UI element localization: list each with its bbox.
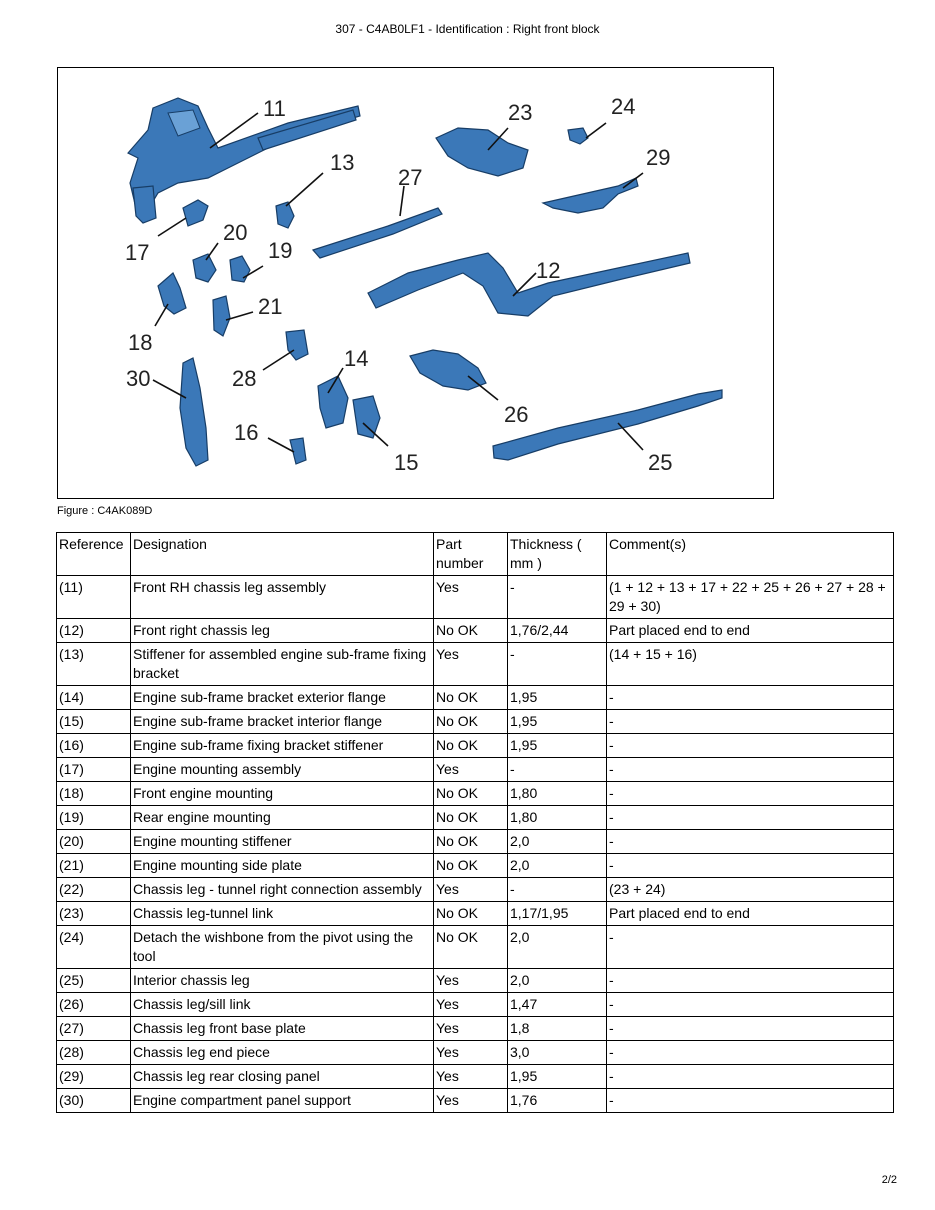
exploded-parts-figure	[57, 67, 774, 499]
cell-thickness: 1,80	[508, 806, 607, 830]
part-26-shape	[410, 350, 486, 390]
table-row	[57, 710, 894, 734]
cell-thickness: 1,47	[508, 993, 607, 1017]
cell-reference: (18)	[57, 782, 131, 806]
header-thickness: Thickness ( mm )	[508, 533, 607, 576]
cell-designation: Stiffener for assembled engine sub-frame fixing bracket	[131, 643, 434, 686]
cell-part-number: No OK	[434, 830, 508, 854]
cell-thickness: 2,0	[508, 969, 607, 993]
part-29-shape	[543, 178, 638, 213]
callout-17: 17	[125, 240, 150, 265]
cell-part-number: No OK	[434, 782, 508, 806]
cell-reference: (16)	[57, 734, 131, 758]
cell-comment: -	[607, 1089, 894, 1113]
callout-15: 15	[394, 450, 419, 475]
cell-reference: (24)	[57, 926, 131, 969]
table-body	[57, 576, 894, 1113]
cell-reference: (28)	[57, 1041, 131, 1065]
callout-30: 30	[126, 366, 151, 391]
cell-comment: -	[607, 854, 894, 878]
cell-reference: (30)	[57, 1089, 131, 1113]
part-15-shape	[353, 396, 380, 438]
cell-comment: -	[607, 993, 894, 1017]
cell-part-number: Yes	[434, 1089, 508, 1113]
table-row	[57, 902, 894, 926]
cell-comment: (23 + 24)	[607, 878, 894, 902]
callout-20: 20	[223, 220, 248, 245]
figure-caption: Figure : C4AK089D	[57, 505, 153, 517]
table-row	[57, 1017, 894, 1041]
part-19-shape	[230, 256, 250, 282]
cell-comment: (1 + 12 + 13 + 17 + 22 + 25 + 26 + 27 + 28 + 29 + 30)	[607, 576, 894, 619]
cell-comment: -	[607, 1065, 894, 1089]
cell-part-number: No OK	[434, 734, 508, 758]
callout-18: 18	[128, 330, 153, 355]
cell-designation: Chassis leg front base plate	[131, 1017, 434, 1041]
table-row	[57, 878, 894, 902]
table-row	[57, 1089, 894, 1113]
cell-part-number: No OK	[434, 902, 508, 926]
cell-comment: -	[607, 806, 894, 830]
cell-thickness: 1,95	[508, 710, 607, 734]
cell-part-number: No OK	[434, 854, 508, 878]
header-reference: Reference	[57, 533, 131, 576]
part-24-shape	[568, 128, 588, 144]
cell-reference: (22)	[57, 878, 131, 902]
cell-designation: Engine mounting side plate	[131, 854, 434, 878]
cell-part-number: No OK	[434, 686, 508, 710]
parts-table	[56, 532, 894, 1113]
cell-comment: (14 + 15 + 16)	[607, 643, 894, 686]
cell-thickness: -	[508, 576, 607, 619]
table-row	[57, 782, 894, 806]
page-number: 2/2	[881, 1174, 897, 1186]
cell-thickness: 1,80	[508, 782, 607, 806]
cell-designation: Chassis leg - tunnel right connection assembly	[131, 878, 434, 902]
cell-comment: Part placed end to end	[607, 902, 894, 926]
table-row	[57, 619, 894, 643]
cell-reference: (15)	[57, 710, 131, 734]
callout-28: 28	[232, 366, 257, 391]
cell-part-number: Yes	[434, 1041, 508, 1065]
cell-designation: Chassis leg/sill link	[131, 993, 434, 1017]
cell-thickness: 1,76/2,44	[508, 619, 607, 643]
cell-comment: -	[607, 1041, 894, 1065]
cell-reference: (20)	[57, 830, 131, 854]
part-23-shape	[436, 128, 528, 176]
cell-comment: -	[607, 830, 894, 854]
callout-24: 24	[611, 94, 636, 119]
table-row	[57, 993, 894, 1017]
callout-27: 27	[398, 165, 423, 190]
cell-designation: Engine sub-frame fixing bracket stiffener	[131, 734, 434, 758]
cell-thickness: -	[508, 643, 607, 686]
part-18-shape	[158, 273, 186, 314]
table-row	[57, 643, 894, 686]
cell-comment: -	[607, 758, 894, 782]
cell-part-number: No OK	[434, 619, 508, 643]
cell-designation: Front RH chassis leg assembly	[131, 576, 434, 619]
cell-part-number: Yes	[434, 969, 508, 993]
cell-designation: Engine mounting assembly	[131, 758, 434, 782]
header-part-number: Part number	[434, 533, 508, 576]
callout-29: 29	[646, 145, 671, 170]
cell-reference: (21)	[57, 854, 131, 878]
cell-comment: -	[607, 926, 894, 969]
cell-thickness: 1,17/1,95	[508, 902, 607, 926]
callout-14: 14	[344, 346, 369, 371]
cell-designation: Interior chassis leg	[131, 969, 434, 993]
cell-reference: (13)	[57, 643, 131, 686]
table-row	[57, 830, 894, 854]
callout-23: 23	[508, 100, 533, 125]
cell-designation: Chassis leg end piece	[131, 1041, 434, 1065]
table-row	[57, 686, 894, 710]
cell-part-number: Yes	[434, 878, 508, 902]
part-11-shape	[128, 98, 360, 223]
cell-comment: Part placed end to end	[607, 619, 894, 643]
cell-thickness: 3,0	[508, 1041, 607, 1065]
header-comments: Comment(s)	[607, 533, 894, 576]
part-28-shape	[286, 330, 308, 360]
table-row	[57, 758, 894, 782]
cell-part-number: Yes	[434, 1065, 508, 1089]
callout-26: 26	[504, 402, 529, 427]
cell-designation: Front right chassis leg	[131, 619, 434, 643]
table-row	[57, 1041, 894, 1065]
cell-comment: -	[607, 686, 894, 710]
part-20-shape	[193, 254, 216, 282]
cell-designation: Engine sub-frame bracket exterior flange	[131, 686, 434, 710]
cell-designation: Engine compartment panel support	[131, 1089, 434, 1113]
table-row	[57, 926, 894, 969]
cell-comment: -	[607, 782, 894, 806]
cell-reference: (12)	[57, 619, 131, 643]
cell-part-number: Yes	[434, 643, 508, 686]
callout-16: 16	[234, 420, 259, 445]
cell-reference: (26)	[57, 993, 131, 1017]
cell-thickness: -	[508, 758, 607, 782]
cell-designation: Chassis leg rear closing panel	[131, 1065, 434, 1089]
header-designation: Designation	[131, 533, 434, 576]
callout-21: 21	[258, 294, 283, 319]
cell-reference: (23)	[57, 902, 131, 926]
cell-reference: (19)	[57, 806, 131, 830]
page-title: 307 - C4AB0LF1 - Identification : Right front block	[335, 22, 600, 36]
cell-designation: Engine sub-frame bracket interior flange	[131, 710, 434, 734]
cell-reference: (17)	[57, 758, 131, 782]
callout-25: 25	[648, 450, 673, 475]
table-header-row	[57, 533, 894, 576]
cell-reference: (27)	[57, 1017, 131, 1041]
cell-part-number: Yes	[434, 1017, 508, 1041]
cell-thickness: 1,95	[508, 686, 607, 710]
cell-designation: Chassis leg-tunnel link	[131, 902, 434, 926]
cell-thickness: 1,95	[508, 1065, 607, 1089]
cell-thickness: 1,8	[508, 1017, 607, 1041]
cell-part-number: Yes	[434, 576, 508, 619]
cell-reference: (25)	[57, 969, 131, 993]
cell-part-number: No OK	[434, 710, 508, 734]
cell-comment: -	[607, 710, 894, 734]
part-13-shape	[276, 202, 294, 228]
cell-part-number: No OK	[434, 806, 508, 830]
cell-comment: -	[607, 734, 894, 758]
part-12-shape	[368, 253, 690, 316]
table-row	[57, 969, 894, 993]
callout-19: 19	[268, 238, 293, 263]
cell-thickness: 2,0	[508, 830, 607, 854]
cell-thickness: 2,0	[508, 926, 607, 969]
cell-thickness: 2,0	[508, 854, 607, 878]
callout-12: 12	[536, 258, 561, 283]
cell-reference: (11)	[57, 576, 131, 619]
cell-thickness: -	[508, 878, 607, 902]
cell-designation: Rear engine mounting	[131, 806, 434, 830]
part-21-shape	[213, 296, 230, 336]
table-row	[57, 734, 894, 758]
table-row	[57, 854, 894, 878]
part-27-shape	[313, 208, 442, 258]
cell-comment: -	[607, 1017, 894, 1041]
cell-thickness: 1,95	[508, 734, 607, 758]
cell-designation: Front engine mounting	[131, 782, 434, 806]
cell-thickness: 1,76	[508, 1089, 607, 1113]
callout-13: 13	[330, 150, 355, 175]
cell-designation: Detach the wishbone from the pivot using the tool	[131, 926, 434, 969]
cell-reference: (29)	[57, 1065, 131, 1089]
cell-part-number: Yes	[434, 993, 508, 1017]
part-17-shape	[183, 200, 208, 226]
cell-designation: Engine mounting stiffener	[131, 830, 434, 854]
table-row	[57, 806, 894, 830]
callout-11: 11	[263, 96, 286, 121]
cell-comment: -	[607, 969, 894, 993]
part-30-shape	[180, 358, 208, 466]
cell-reference: (14)	[57, 686, 131, 710]
cell-part-number: Yes	[434, 758, 508, 782]
table-row	[57, 1065, 894, 1089]
table-row	[57, 576, 894, 619]
cell-part-number: No OK	[434, 926, 508, 969]
